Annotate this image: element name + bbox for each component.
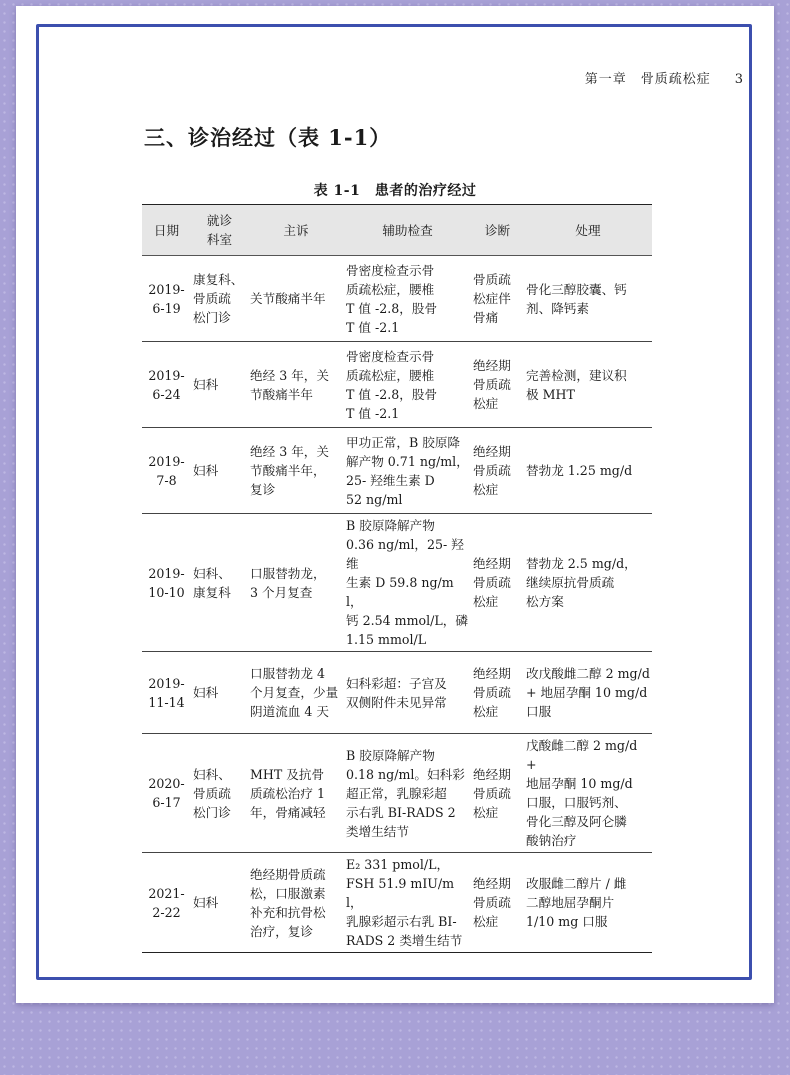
table-header-row <box>142 205 652 256</box>
cell-exam: B 胶原降解产物 0.18 ng/ml。妇科彩 超正常，乳腺彩超 示右乳 BI-RADS 2 类增生结节 <box>344 734 471 853</box>
cell-department: 妇科 <box>191 853 248 953</box>
table-row <box>142 428 652 514</box>
cell-department: 康复科、 骨质疏 松门诊 <box>191 256 248 342</box>
treatment-table <box>142 204 652 953</box>
chapter-title: 第一章 骨质疏松症 <box>584 72 711 87</box>
table-row <box>142 734 652 853</box>
cell-exam: 骨密度检查示骨 质疏松症，腰椎 T 值 -2.8，股骨 T 值 -2.1 <box>344 256 471 342</box>
cell-complaint: 关节酸痛半年 <box>248 256 344 342</box>
table-row <box>142 514 652 652</box>
cell-exam: E₂ 331 pmol/L， FSH 51.9 mIU/ml， 乳腺彩超示右乳 BI- RADS 2 类增生结节 <box>344 853 471 953</box>
book-page <box>16 6 774 1003</box>
cell-department: 妇科、 骨质疏 松门诊 <box>191 734 248 853</box>
table-row <box>142 342 652 428</box>
cell-date: 2019- 11-14 <box>142 652 191 734</box>
cell-complaint: MHT 及抗骨 质疏松治疗 1 年，骨痛减轻 <box>248 734 344 853</box>
cell-complaint: 绝经期骨质疏 松，口服激素 补充和抗骨松 治疗，复诊 <box>248 853 344 953</box>
cell-date: 2021- 2-22 <box>142 853 191 953</box>
cell-exam: 甲功正常，B 胶原降 解产物 0.71 ng/ml， 25- 羟维生素 D 52 ng/ml <box>344 428 471 514</box>
page-number: 3 <box>734 72 744 87</box>
cell-treatment: 改戊酸雌二醇 2 mg/d + 地屈孕酮 10 mg/d 口服 <box>524 652 652 734</box>
header-department: 就诊 科室 <box>191 205 248 256</box>
header-complaint: 主诉 <box>248 205 344 256</box>
cell-exam: 妇科彩超：子宫及 双侧附件未见异常 <box>344 652 471 734</box>
cell-diagnosis: 绝经期 骨质疏 松症 <box>471 342 524 428</box>
cell-diagnosis: 骨质疏 松症伴 骨痛 <box>471 256 524 342</box>
cell-department: 妇科、 康复科 <box>191 514 248 652</box>
header-date: 日期 <box>142 205 191 256</box>
cell-date: 2019- 6-24 <box>142 342 191 428</box>
running-header <box>585 68 744 87</box>
cell-complaint: 绝经 3 年，关 节酸痛半年 <box>248 342 344 428</box>
cell-diagnosis: 绝经期 骨质疏 松症 <box>471 853 524 953</box>
cell-treatment: 完善检测，建议积 极 MHT <box>524 342 652 428</box>
cell-treatment: 替勃龙 1.25 mg/d <box>524 428 652 514</box>
cell-department: 妇科 <box>191 342 248 428</box>
cell-complaint: 绝经 3 年，关 节酸痛半年， 复诊 <box>248 428 344 514</box>
cell-diagnosis: 绝经期 骨质疏 松症 <box>471 514 524 652</box>
table-row <box>142 853 652 953</box>
cell-treatment: 改服雌二醇片 / 雌 二醇地屈孕酮片 1/10 mg 口服 <box>524 853 652 953</box>
header-exam: 辅助检查 <box>344 205 471 256</box>
cell-diagnosis: 绝经期 骨质疏 松症 <box>471 734 524 853</box>
table-row <box>142 652 652 734</box>
table-caption: 表 1-1 患者的治疗经过 <box>313 183 477 199</box>
cell-complaint: 口服替勃龙， 3 个月复查 <box>248 514 344 652</box>
section-title: 三、诊治经过（表 1-1） <box>144 125 392 150</box>
cell-department: 妇科 <box>191 652 248 734</box>
cell-department: 妇科 <box>191 428 248 514</box>
cell-treatment: 替勃龙 2.5 mg/d， 继续原抗骨质疏 松方案 <box>524 514 652 652</box>
header-diagnosis: 诊断 <box>471 205 524 256</box>
table-row <box>142 256 652 342</box>
cell-exam: 骨密度检查示骨 质疏松症，腰椎 T 值 -2.8，股骨 T 值 -2.1 <box>344 342 471 428</box>
cell-date: 2019- 10-10 <box>142 514 191 652</box>
cell-treatment: 戊酸雌二醇 2 mg/d + 地屈孕酮 10 mg/d 口服，口服钙剂、 骨化三醇及阿仑膦 酸钠治疗 <box>524 734 652 853</box>
cell-date: 2019- 6-19 <box>142 256 191 342</box>
cell-complaint: 口服替勃龙 4 个月复查，少量 阴道流血 4 天 <box>248 652 344 734</box>
cell-treatment: 骨化三醇胶囊、钙 剂、降钙素 <box>524 256 652 342</box>
cell-diagnosis: 绝经期 骨质疏 松症 <box>471 652 524 734</box>
cell-date: 2020- 6-17 <box>142 734 191 853</box>
header-treatment: 处理 <box>524 205 652 256</box>
cell-exam: B 胶原降解产物 0.36 ng/ml，25- 羟维 生素 D 59.8 ng/ml， 钙 2.54 mmol/L，磷 1.15 mmol/L <box>344 514 471 652</box>
cell-diagnosis: 绝经期 骨质疏 松症 <box>471 428 524 514</box>
cell-date: 2019- 7-8 <box>142 428 191 514</box>
